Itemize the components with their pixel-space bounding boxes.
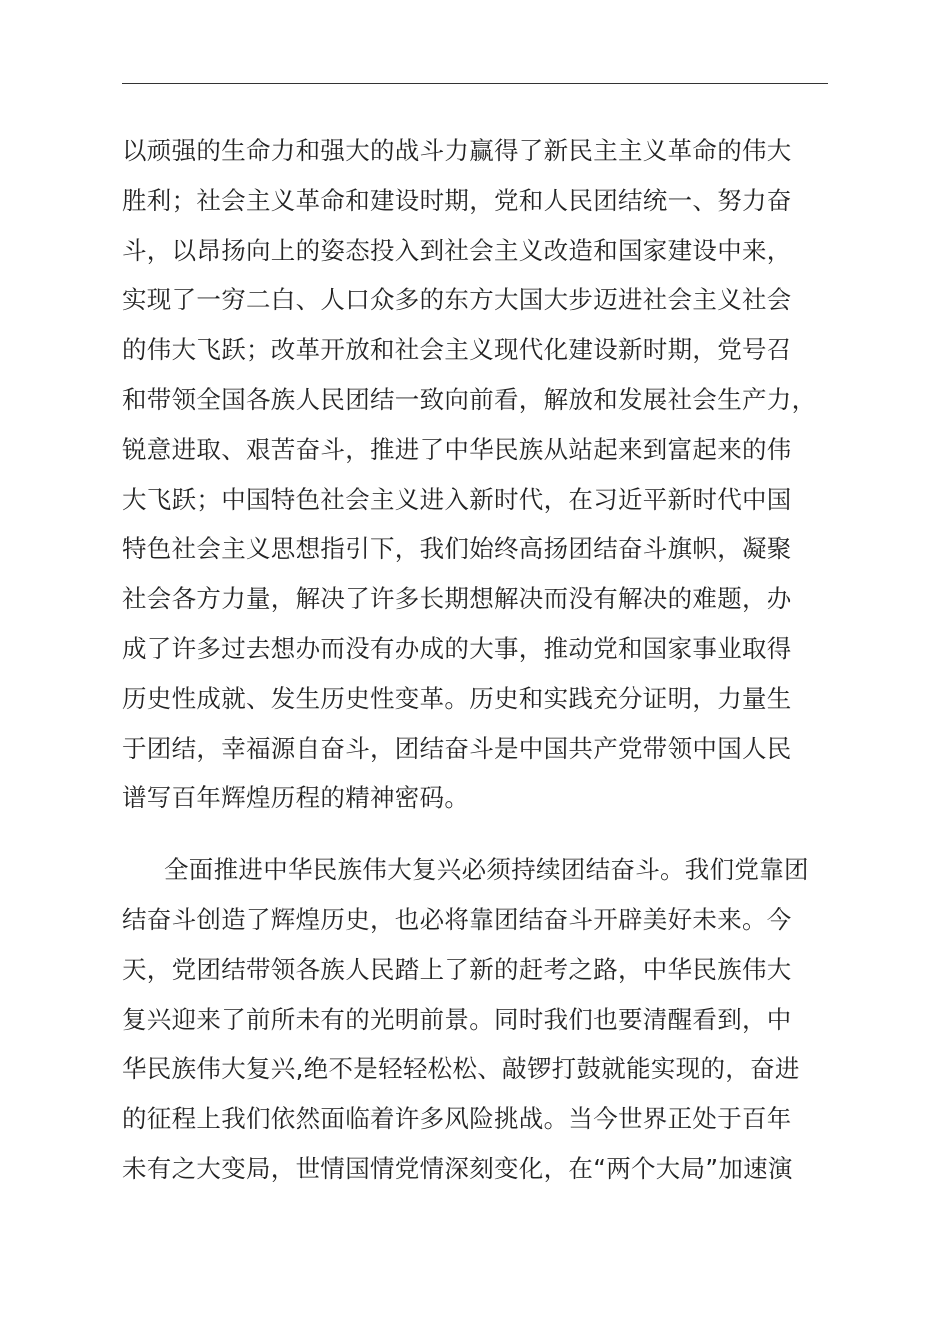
text-line-indented: 全面推进中华民族伟大复兴必须持续团结奋斗。我们党靠团 [164,855,809,885]
text-line: 以顽强的生命力和强大的战斗力赢得了新民主主义革命的伟大 [122,136,792,165]
text-line: 和带领全国各族人民团结一致向前看，解放和发展社会生产力， [122,384,817,414]
text-line: 谱写百年辉煌历程的精神密码。 [122,783,470,813]
text-line: 胜利；社会主义革命和建设时期，党和人民团结统一、努力奋 [122,185,792,215]
paragraph-1 [122,126,834,823]
paragraph-spacer [122,823,834,845]
text-line: 天，党团结带领各族人民踏上了新的赶考之路，中华民族伟大 [122,954,792,984]
text-line: 复兴迎来了前所未有的光明前景。同时我们也要清醒看到，中 [122,1004,792,1034]
text-line: 的征程上我们依然面临着许多风险挑战。当今世界正处于百年 [122,1104,792,1134]
text-line: 华民族伟大复兴,绝不是轻轻松松、敲锣打鼓就能实现的，奋进 [122,1054,800,1084]
text-line: 于团结，幸福源自奋斗，团结奋斗是中国共产党带领中国人民 [122,733,792,763]
text-line: 历史性成就、发生历史性变革。历史和实践充分证明，力量生 [122,683,792,713]
document-body [122,126,834,1194]
text-line: 斗，以昂扬向上的姿态投入到社会主义改造和国家建设中来， [122,235,792,265]
header-rule [122,83,828,84]
text-line: 结奋斗创造了辉煌历史，也必将靠团结奋斗开辟美好未来。今 [122,904,792,934]
text-line: 未有之大变局，世情国情党情深刻变化，在“两个大局”加速演 [122,1153,793,1183]
text-line: 特色社会主义思想指引下，我们始终高扬团结奋斗旗帜，凝聚 [122,534,792,564]
text-line: 社会各方力量，解决了许多长期想解决而没有解决的难题，办 [122,584,792,614]
text-line: 锐意进取、艰苦奋斗，推进了中华民族从站起来到富起来的伟 [122,434,792,464]
text-line: 成了许多过去想办而没有办成的大事，推动党和国家事业取得 [122,633,792,663]
text-line: 实现了一穷二白、人口众多的东方大国大步迈进社会主义社会 [122,285,792,315]
text-line: 的伟大飞跃；改革开放和社会主义现代化建设新时期，党号召 [122,335,792,365]
paragraph-2 [122,845,834,1194]
text-line: 大飞跃；中国特色社会主义进入新时代，在习近平新时代中国 [122,484,792,514]
